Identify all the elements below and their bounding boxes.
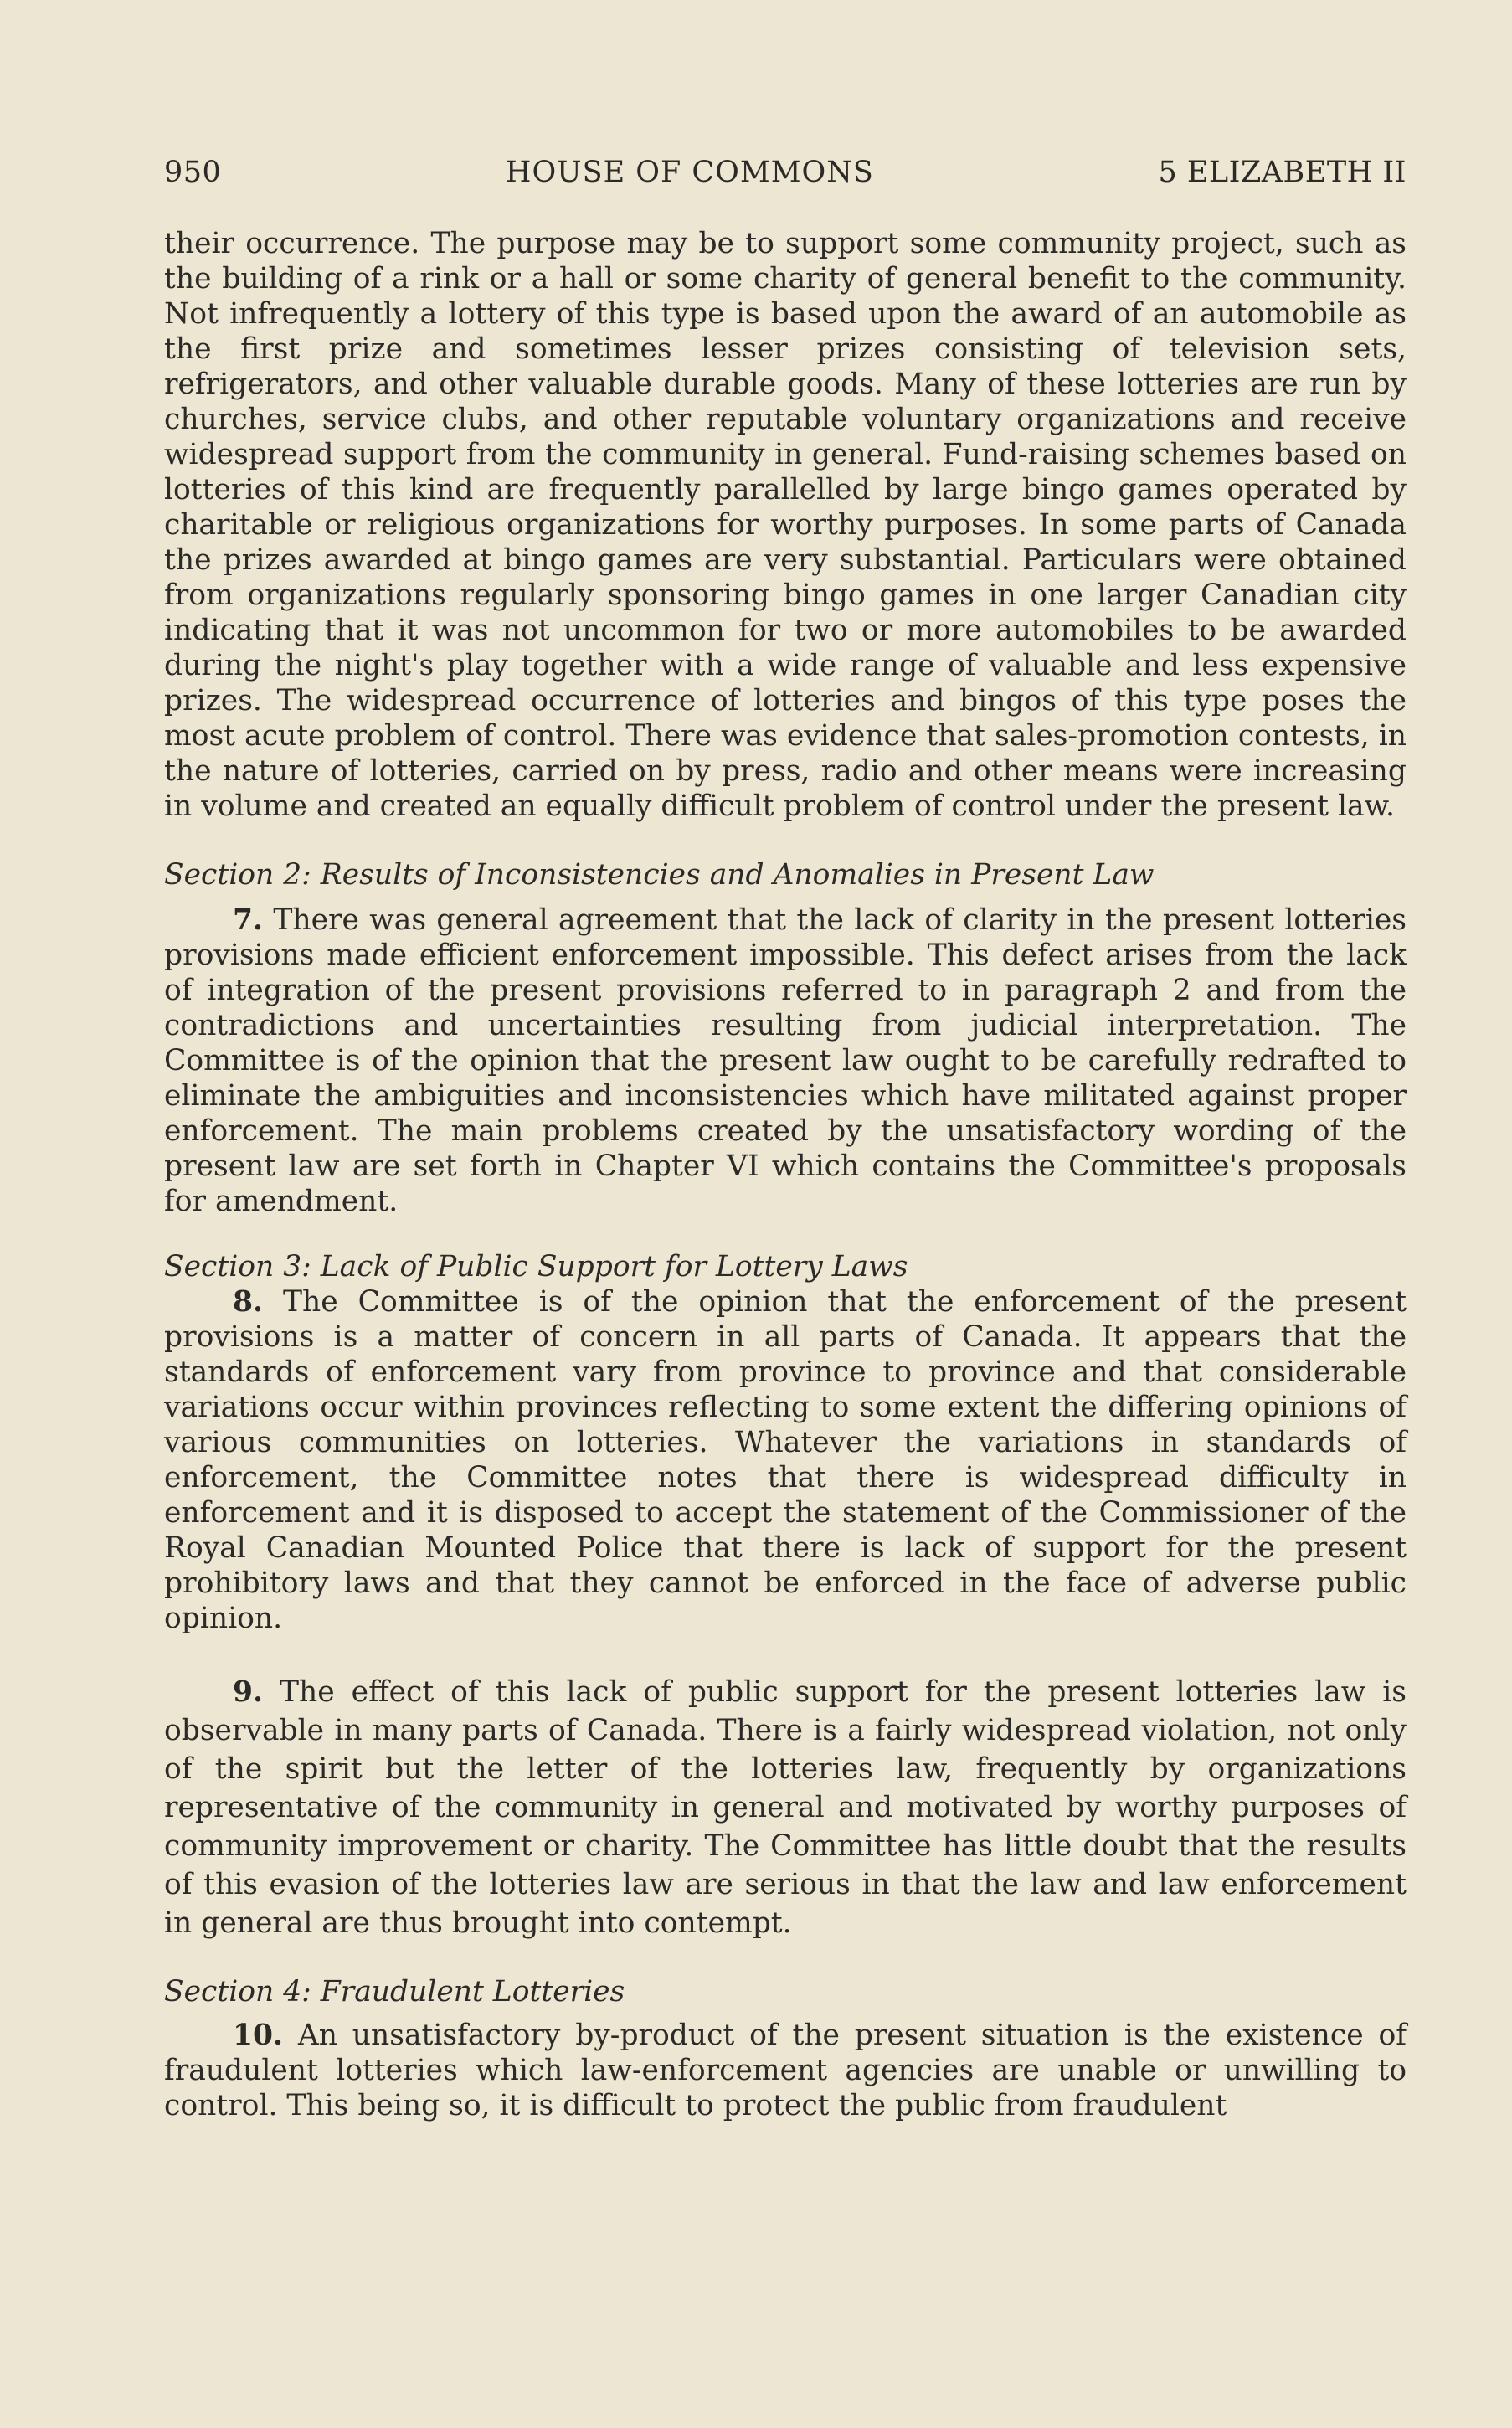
paragraph-8-text: The Committee is of the opinion that the enforcement of the present provisions is a matter of concern in all parts of Canada. It appears that the standards of enforcement vary from province to province and that considerable variations occur within provinces reflecting to some extent the differing opinions of various communities on lotteries. Whatever the variations in standards of enforcement, the Committee notes that there is widespread difficulty in enforcement and it is disposed to accept the statement of the Commissioner of the Royal Canadian Mounted Police that there is lack of support for the present prohibitory laws and that they cannot be enforced in the face of adverse public opinion. <box>164 1285 1407 1635</box>
paragraph-7 <box>164 903 1407 1219</box>
paragraph-10-text: An unsatisfactory by-product of the present situation is the existence of fraudulent lotteries which law-enforcement agencies are unable or unwilling to control. This being so, it is difficult to protect the public from fraudulent <box>164 2019 1407 2122</box>
header-session: 5 ELIZABETH II <box>1158 156 1407 189</box>
paragraph-8 <box>164 1284 1407 1636</box>
intro-paragraph: their occurrence. The purpose may be to support some community project, such as the building of a rink or a hall or some charity of general benefit to the community. Not infrequently a lottery of this type is based upon the award of an automobile as the first prize and sometimes lesser prizes consisting of television sets, refrigerators, and other valuable durable goods. Many of these lotteries are run by churches, service clubs, and other reputable voluntary organizations and receive widespread support from the community in general. Fund-raising schemes based on lotteries of this kind are frequently parallelled by large bingo games operated by charitable or religious organizations for worthy purposes. In some parts of Canada the prizes awarded at bingo games are very substantial. Particulars were obtained from organizations regularly sponsoring bingo games in one larger Canadian city indicating that it was not uncommon for two or more automobiles to be awarded during the night's play together with a wide range of valuable and less expensive prizes. The widespread occurrence of lotteries and bingos of this type poses the most acute problem of control. There was evidence that sales-promotion contests, in the nature of lotteries, carried on by press, radio and other means were increasing in volume and created an equally difficult problem of control under the present law. <box>164 227 1407 823</box>
header-title: HOUSE OF COMMONS <box>505 156 874 189</box>
paragraph-9 <box>164 1673 1407 1942</box>
section-3-heading: Section 3: Lack of Public Support for Lottery Laws <box>164 1250 908 1283</box>
paragraph-8-number: 8. <box>233 1285 264 1319</box>
paragraph-10 <box>164 2018 1407 2123</box>
paragraph-10-number: 10. <box>233 2019 284 2052</box>
document-page <box>164 156 1407 2400</box>
paragraph-9-number: 9. <box>233 1675 264 1709</box>
section-2-heading: Section 2: Results of Inconsistencies and Anomalies in Present Law <box>164 858 1155 892</box>
page-number: 950 <box>164 156 222 189</box>
paragraph-7-number: 7. <box>233 903 264 937</box>
section-4-heading: Section 4: Fraudulent Lotteries <box>164 1975 625 2009</box>
paragraph-9-text: The effect of this lack of public support for the present lotteries law is observable in many parts of Canada. There is a fairly widespread violation, not only of the spirit but the letter of the lotteries law, frequently by organizations representative of the community in general and motivated by worthy purposes of community improvement or charity. The Committee has little doubt that the results of this evasion of the lotteries law are serious in that the law and law enforcement in general are thus brought into contempt. <box>164 1675 1407 1940</box>
running-header <box>164 156 1407 189</box>
paragraph-7-text: There was general agreement that the lack of clarity in the present lotteries provisions made efficient enforcement impossible. This defect arises from the lack of integration of the present provisions referred to in paragraph 2 and from the contradictions and uncertainties resulting from judicial interpretation. The Committee is of the opinion that the present law ought to be carefully redrafted to eliminate the ambiguities and inconsistencies which have militated against proper enforcement. The main problems created by the unsatisfactory wording of the present law are set forth in Chapter VI which contains the Committee's proposals for amendment. <box>164 903 1407 1218</box>
